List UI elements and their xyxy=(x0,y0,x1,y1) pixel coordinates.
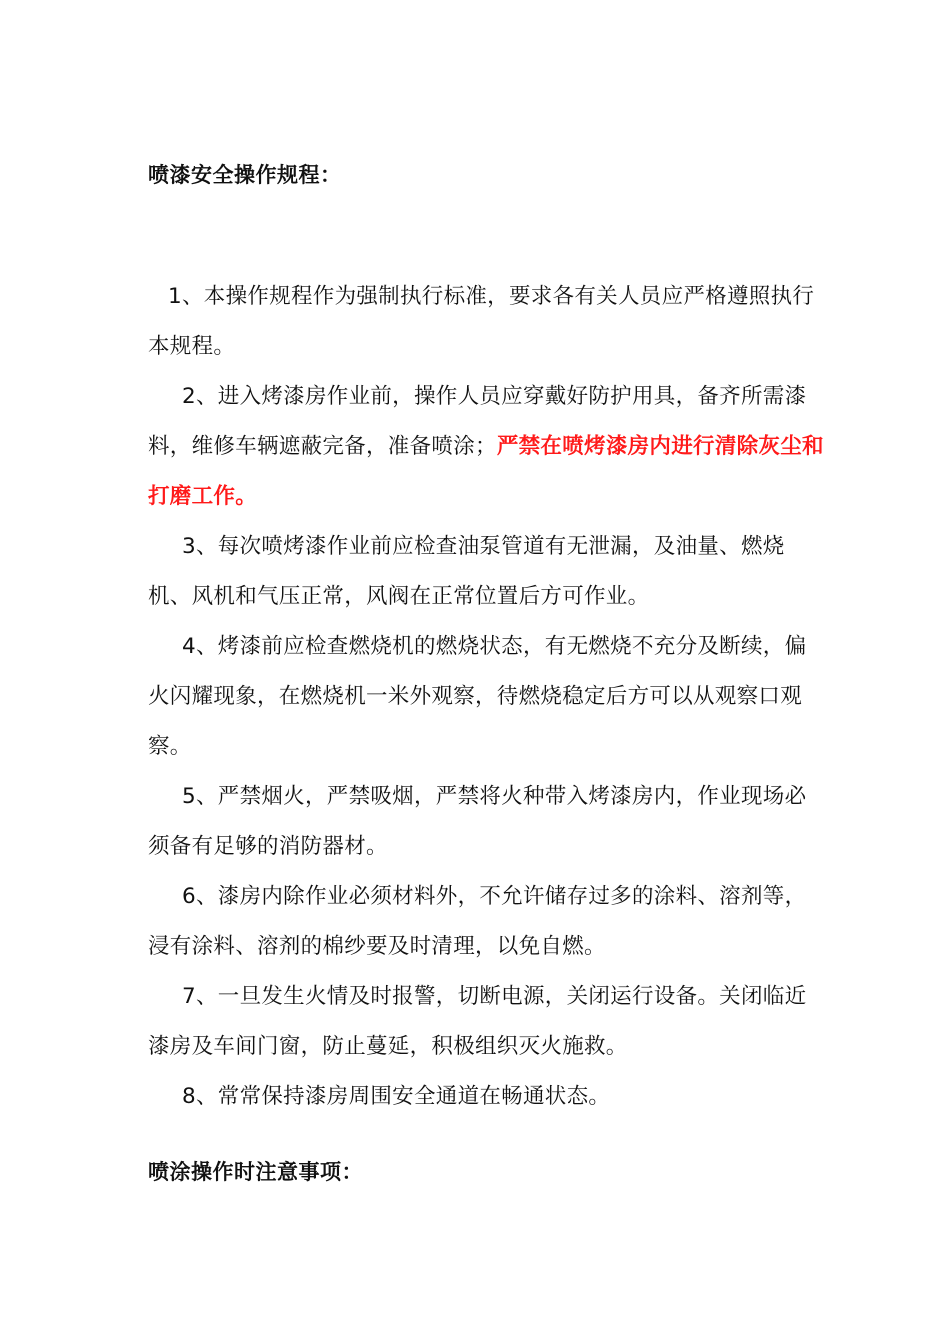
rule-text: 6、漆房内除作业必须材料外，不允许储存过多的涂料、溶剂等，浸有涂料、溶剂的棉纱要及时清理，以免自燃。 xyxy=(148,884,807,959)
rule-4 xyxy=(148,622,828,772)
rule-2 xyxy=(148,372,828,522)
rules-list xyxy=(148,272,828,1122)
rule-warning: 严禁在喷烤漆房内进行清除灰尘和打磨工作。 xyxy=(148,434,824,509)
rule-1 xyxy=(148,272,828,372)
rule-text: 5、严禁烟火，严禁吸烟，严禁将火种带入烤漆房内，作业现场必须备有足够的消防器材。 xyxy=(148,784,807,859)
rule-8 xyxy=(148,1072,828,1122)
rule-6 xyxy=(148,872,828,972)
rule-text: 4、烤漆前应检查燃烧机的燃烧状态，有无燃烧不充分及断续，偏火闪耀现象，在燃烧机一米外观察，待燃烧稳定后方可以从观察口观察。 xyxy=(148,634,807,759)
rule-3 xyxy=(148,522,828,622)
rule-text: 7、一旦发生火情及时报警，切断电源，关闭运行设备。关闭临近漆房及车间门窗，防止蔓延，积极组织灭火施救。 xyxy=(148,984,807,1059)
rule-text: 3、每次喷烤漆作业前应检查油泵管道有无泄漏，及油量、燃烧机、风机和气压正常，风阀在正常位置后方可作业。 xyxy=(148,534,785,609)
rule-text: 8、常常保持漆房周围安全通道在畅通状态。 xyxy=(182,1084,611,1109)
section-title: 喷涂操作时注意事项： xyxy=(148,1160,363,1184)
rule-5 xyxy=(148,772,828,872)
page-title: 喷漆安全操作规程： xyxy=(148,163,342,187)
rule-text: 1、本操作规程作为强制执行标准，要求各有关人员应严格遵照执行本规程。 xyxy=(148,284,815,359)
rule-text: 2、进入烤漆房作业前，操作人员应穿戴好防护用具，备齐所需漆料，维修车辆遮蔽完备，准备喷涂； xyxy=(148,384,807,459)
rule-7 xyxy=(148,972,828,1072)
